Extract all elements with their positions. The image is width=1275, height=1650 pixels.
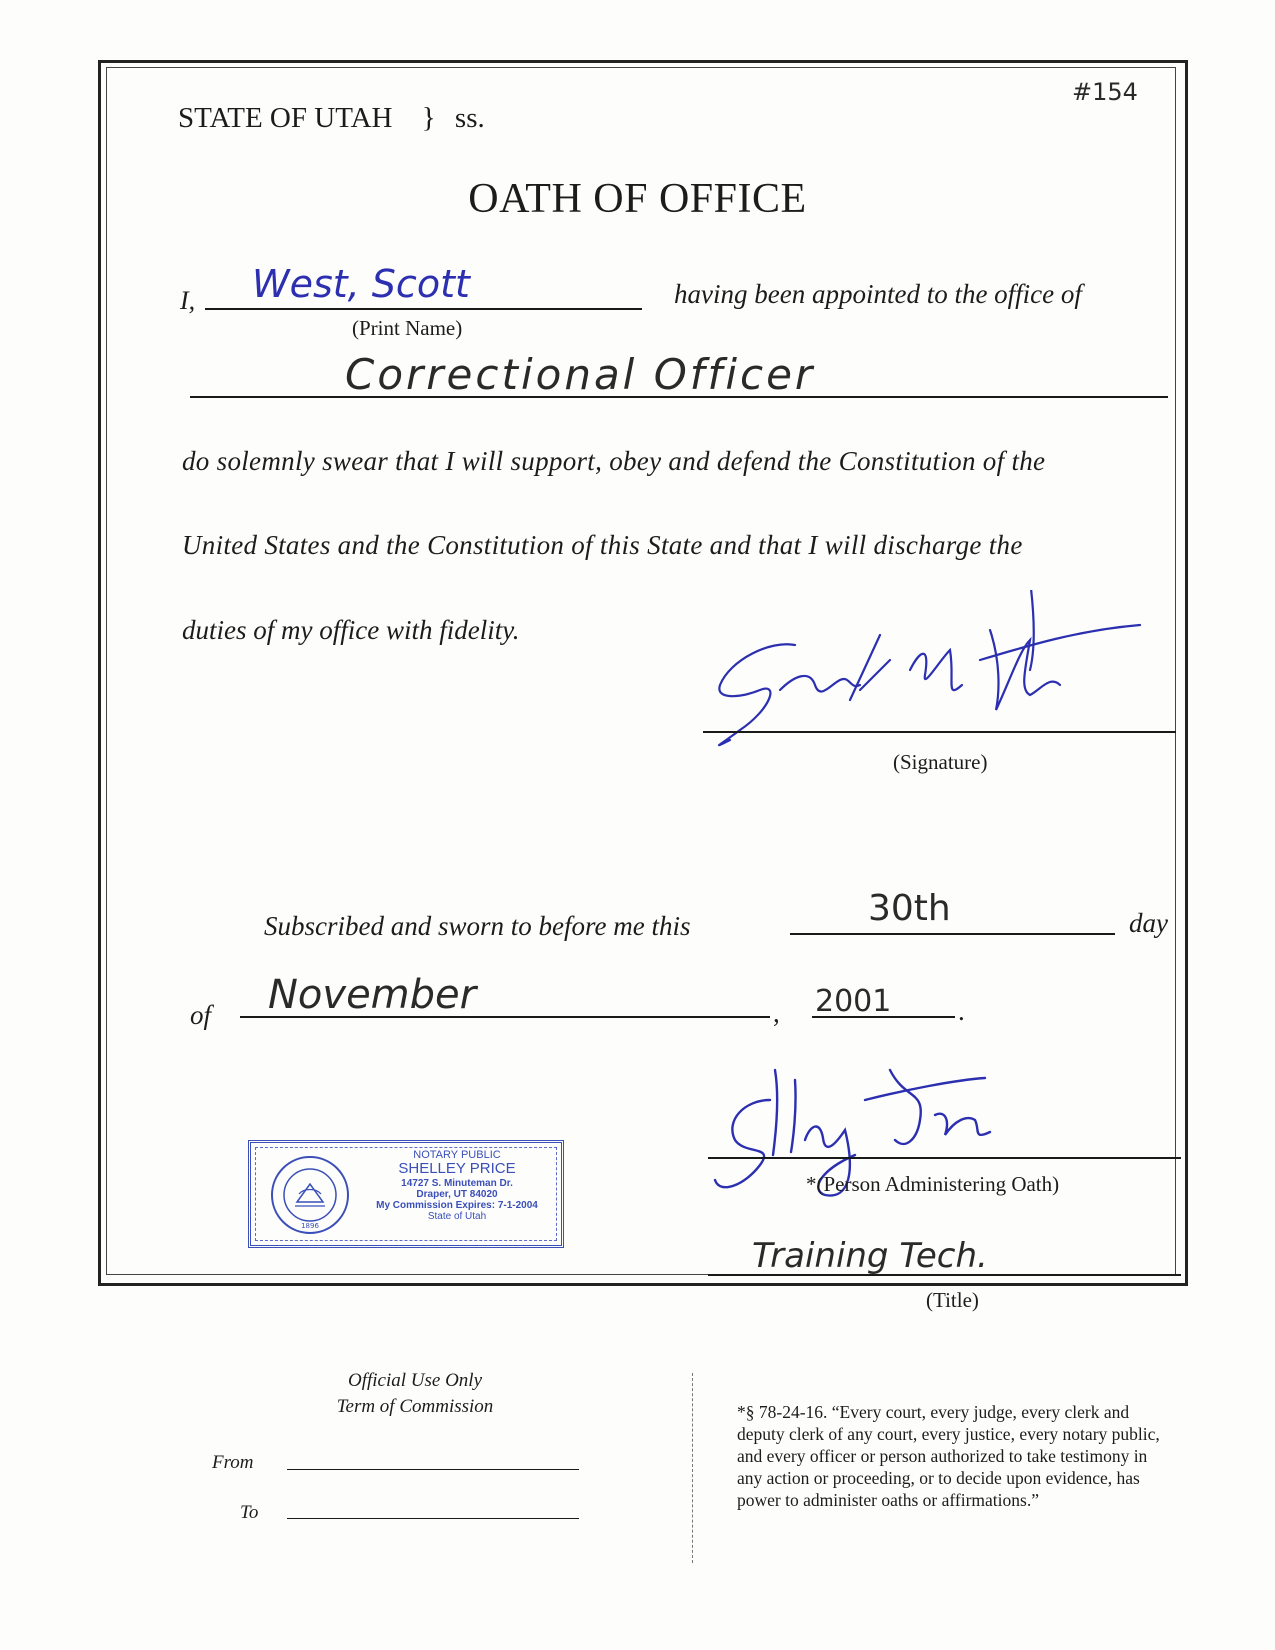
footer-divider <box>692 1373 693 1563</box>
official-use-heading-1: Official Use Only <box>347 1370 483 1391</box>
year-period: . <box>958 996 965 1026</box>
subscribed-text: Subscribed and sworn to before me this <box>264 911 691 941</box>
signature-caption: (Signature) <box>893 750 988 774</box>
notary-line-3: 14727 S. Minuteman Dr. <box>401 1177 513 1189</box>
state-name: STATE OF UTAH <box>178 102 393 134</box>
office-handwritten: Correctional Officer <box>345 350 816 399</box>
print-name-caption: (Print Name) <box>352 316 463 340</box>
day-label: day <box>1129 908 1168 938</box>
utah-state-seal <box>269 1154 351 1236</box>
signature-scribble <box>700 590 1150 770</box>
page-title: OATH OF OFFICE <box>468 176 807 222</box>
month-comma: , <box>773 998 780 1028</box>
notary-line-5: My Commission Expires: 7-1-2004 <box>376 1199 538 1211</box>
statute-line-2: deputy clerk of any court, every justice, every notary public, <box>737 1424 1160 1444</box>
statute-line-5: power to administer oaths or affirmations.” <box>737 1490 1039 1510</box>
oath-body-line-3: duties of my office with fidelity. <box>182 615 520 645</box>
name-line <box>205 308 642 310</box>
to-line <box>287 1518 579 1519</box>
state-ss: ss. <box>454 102 485 134</box>
oath-body-line-1: do solemnly swear that I will support, obey and defend the Constitution of the <box>182 446 1046 476</box>
title-handwritten: Training Tech. <box>752 1236 988 1276</box>
oath-prefix: I, <box>180 286 196 315</box>
notary-text-block <box>359 1149 555 1222</box>
seal-year: 1896 <box>301 1222 319 1230</box>
administrator-line <box>708 1157 1181 1159</box>
notary-line-1: NOTARY PUBLIC <box>413 1149 501 1161</box>
to-label: To <box>240 1502 259 1523</box>
day-handwritten: 30th <box>868 888 951 929</box>
name-handwritten: West, Scott <box>252 262 470 306</box>
statute-line-4: any action or proceeding, or to decide upon evidence, has <box>737 1468 1140 1488</box>
title-caption: (Title) <box>926 1288 979 1312</box>
signature-line <box>703 731 1176 733</box>
month-handwritten: November <box>268 972 477 1018</box>
day-line <box>790 933 1115 935</box>
from-line <box>287 1469 579 1470</box>
official-use-heading-2: Term of Commission <box>336 1396 494 1417</box>
administrator-caption: *(Person Administering Oath) <box>806 1172 1060 1196</box>
notary-line-6: State of Utah <box>427 1210 487 1222</box>
year-handwritten: 2001 <box>815 984 892 1019</box>
statute-text <box>737 1401 1160 1511</box>
notary-line-2: SHELLEY PRICE <box>398 1160 516 1178</box>
statute-line-1: *§ 78-24-16. “Every court, every judge, every clerk and <box>737 1402 1130 1422</box>
oath-body-line-2: United States and the Constitution of this State and that I will discharge the <box>182 530 1023 560</box>
state-brace: } <box>421 102 436 134</box>
official-use-heading <box>290 1368 540 1420</box>
from-label: From <box>212 1452 254 1473</box>
appointed-text: having been appointed to the office of <box>674 279 1082 309</box>
state-line <box>178 102 485 135</box>
statute-line-3: and every officer or person authorized to take testimony in <box>737 1446 1148 1466</box>
form-number: #154 <box>1072 78 1138 106</box>
notary-stamp <box>248 1140 564 1248</box>
notary-line-4: Draper, UT 84020 <box>416 1188 498 1200</box>
of-label: of <box>190 1000 212 1030</box>
